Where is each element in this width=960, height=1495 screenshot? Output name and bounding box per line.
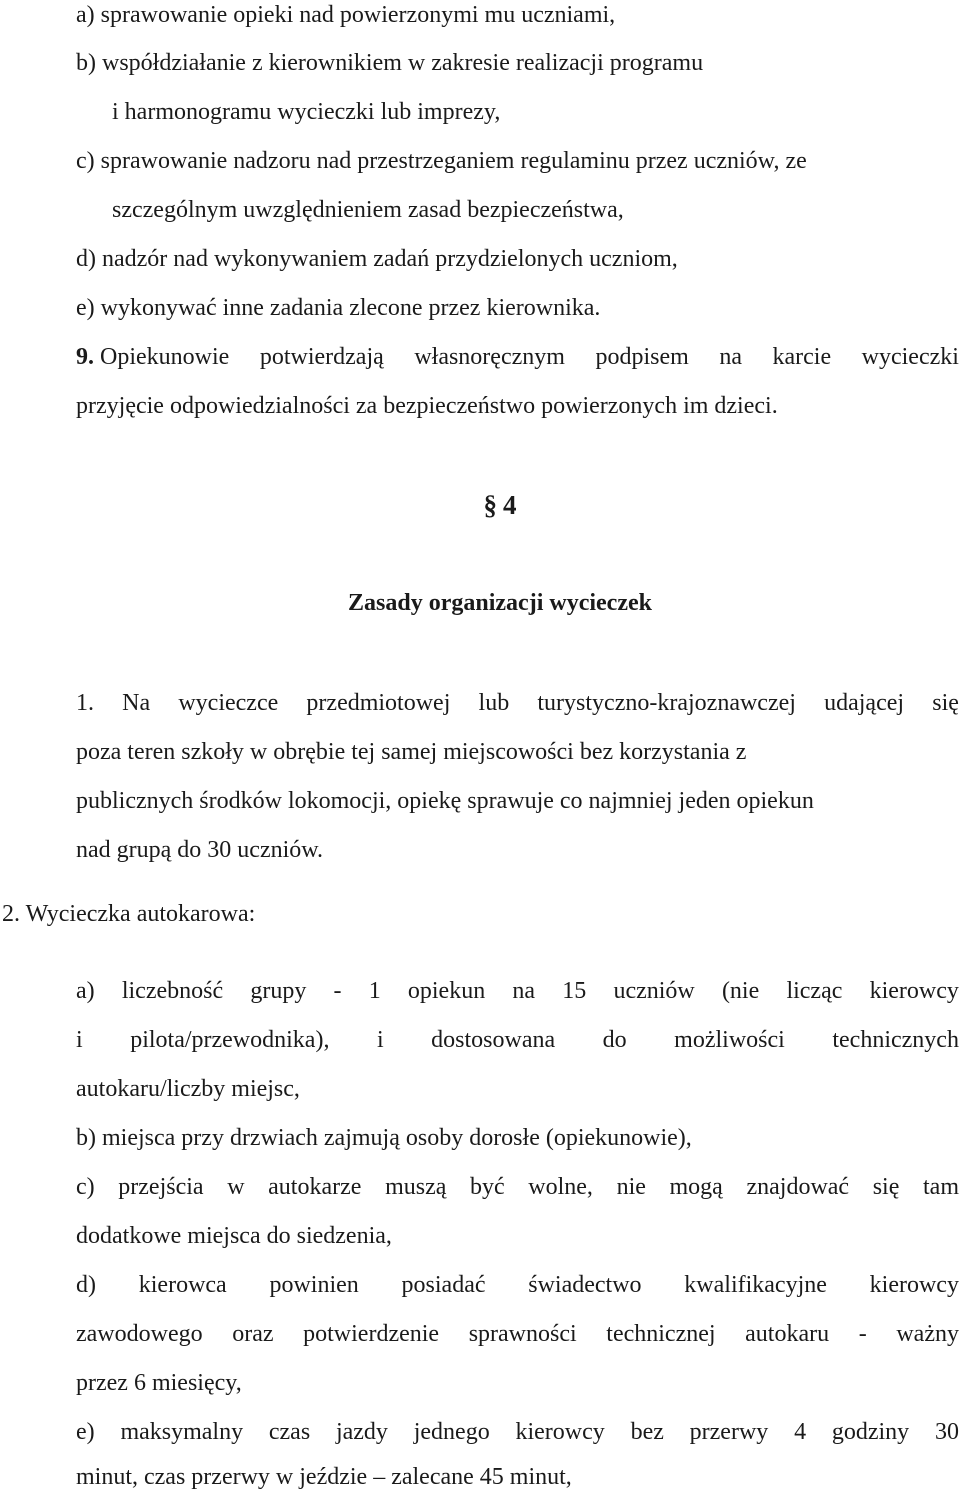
item-2a-word: grupy [250, 978, 307, 1004]
item-2d-word: świadectwo [528, 1272, 642, 1298]
item-1-word: wycieczce [178, 690, 279, 716]
item-2e-word: jednego [413, 1419, 490, 1445]
item-9-word: wycieczki [861, 344, 959, 370]
item-2c-word: przejścia [118, 1174, 204, 1200]
item-2e-word: 30 [934, 1419, 959, 1445]
item-2c-word: wolne, [528, 1174, 593, 1200]
item-2c-line2: dodatkowe miejsca do siedzenia, [76, 1223, 392, 1249]
item-2c-word: muszą [385, 1174, 447, 1200]
item-2c-line1 [76, 1172, 959, 1202]
item-2-heading: 2. Wycieczka autokarowa: [2, 901, 256, 927]
item-2d-word: - [858, 1321, 867, 1347]
item-2a-word: i [376, 1027, 384, 1053]
item-2a-word: - [333, 978, 342, 1004]
item-1-line2: poza teren szkoły w obrębie tej samej miejscowości bez korzystania z [76, 739, 747, 765]
item-2a-word: (nie [721, 978, 760, 1004]
item-2e-word: jazdy [335, 1419, 388, 1445]
item-1-line1 [76, 688, 959, 718]
item-1-line3: publicznych środków lokomocji, opiekę sprawuje co najmniej jeden opiekun [76, 788, 814, 814]
item-2a-word: 15 [562, 978, 587, 1004]
item-2e-word: czas [268, 1419, 311, 1445]
item-1-word: lub [478, 690, 510, 716]
list-item-b-line2: i harmonogramu wycieczki lub imprezy, [112, 99, 501, 125]
item-2a-word: do [602, 1027, 627, 1053]
item-2d-word: powinien [269, 1272, 359, 1298]
item-9-word: karcie [772, 344, 832, 370]
item-9-line2: przyjęcie odpowiedzialności za bezpieczeństwo powierzonych im dzieci. [76, 393, 778, 419]
list-item-d: d) nadzór nad wykonywaniem zadań przydzielonych uczniom, [76, 246, 678, 272]
item-2a-word: liczebność [121, 978, 224, 1004]
item-2e-word: 4 [794, 1419, 807, 1445]
item-2e-line1 [76, 1417, 959, 1447]
item-1-line4: nad grupą do 30 uczniów. [76, 837, 324, 863]
item-2d-word: potwierdzenie [303, 1321, 440, 1347]
item-1-word: się [932, 690, 959, 716]
item-2d-word: zawodowego [76, 1321, 203, 1347]
item-2d-line3: przez 6 miesięcy, [76, 1370, 242, 1396]
item-2d-word: kierowca [138, 1272, 227, 1298]
list-item-a: a) sprawowanie opieki nad powierzonymi mu uczniami, [76, 2, 616, 28]
item-2c-word: znajdować [746, 1174, 850, 1200]
item-2d-word: ważny [896, 1321, 959, 1347]
item-2d-word: d) [76, 1272, 96, 1298]
item-2d-word: posiadać [401, 1272, 486, 1298]
item-2d-word: autokaru [745, 1321, 830, 1347]
item-2a-word: opiekun [407, 978, 486, 1004]
item-2d-word: kwalifikacyjne [684, 1272, 827, 1298]
item-1-word: 1. [76, 690, 94, 716]
item-9-number: 9. [76, 344, 94, 370]
list-item-c-line1: c) sprawowanie nadzoru nad przestrzeganiem regulaminu przez uczniów, ze [76, 148, 807, 174]
item-2c-word: mogą [669, 1174, 723, 1200]
item-2e-word: e) [76, 1419, 95, 1445]
item-2d-word: kierowcy [869, 1272, 959, 1298]
section-number [0, 490, 960, 522]
item-2a-line1 [76, 976, 959, 1006]
item-2d-line1 [76, 1270, 959, 1300]
item-9-line1 [76, 342, 959, 372]
item-2c-word: się [872, 1174, 900, 1200]
item-2a-line2 [76, 1025, 959, 1055]
item-2d-word: sprawności [468, 1321, 577, 1347]
item-1-word: udającej [824, 690, 905, 716]
item-2e-line2: minut, czas przerwy w jeździe – zalecane 45 minut, [76, 1464, 572, 1490]
item-2a-word: dostosowana [431, 1027, 556, 1053]
item-2a-word: licząc [786, 978, 843, 1004]
list-item-b-line1: b) współdziałanie z kierownikiem w zakresie realizacji programu [76, 50, 704, 76]
item-1-word: turystyczno-krajoznawczej [537, 690, 796, 716]
item-2c-word: tam [923, 1174, 959, 1200]
item-2e-word: przerwy [689, 1419, 769, 1445]
item-2e-word: godziny [831, 1419, 910, 1445]
item-2a-word: kierowcy [869, 978, 959, 1004]
item-9-word: podpisem [595, 344, 689, 370]
item-2c-word: w [227, 1174, 245, 1200]
item-9-word: na [719, 344, 742, 370]
item-9-word: Opiekunowie [100, 344, 230, 370]
item-2c-word: autokarze [268, 1174, 362, 1200]
list-item-c-line2: szczególnym uwzględnieniem zasad bezpieczeństwa, [112, 197, 624, 223]
item-2c-word: nie [616, 1174, 646, 1200]
item-2a-word: technicznych [832, 1027, 959, 1053]
item-2a-word: na [512, 978, 536, 1004]
item-2d-word: oraz [232, 1321, 274, 1347]
item-2e-word: bez [630, 1419, 664, 1445]
list-item-e: e) wykonywać inne zadania zlecone przez kierownika. [76, 295, 601, 321]
section-symbol: § [483, 490, 497, 520]
item-2d-line2 [76, 1319, 959, 1349]
item-2c-word: c) [76, 1174, 95, 1200]
item-2b: b) miejsca przy drzwiach zajmują osoby dorosłe (opiekunowie), [76, 1125, 692, 1151]
item-2a-line3: autokaru/liczby miejsc, [76, 1076, 300, 1102]
item-2e-word: maksymalny [120, 1419, 244, 1445]
item-2e-word: kierowcy [515, 1419, 605, 1445]
item-2a-word: i [76, 1027, 83, 1053]
item-2a-word: pilota/przewodnika), [130, 1027, 330, 1053]
item-2a-word: uczniów [613, 978, 695, 1004]
item-9-word: potwierdzają [259, 344, 384, 370]
item-2a-word: a) [76, 978, 95, 1004]
item-1-word: przedmiotowej [306, 690, 451, 716]
item-2c-word: być [470, 1174, 505, 1200]
item-9-lead [76, 342, 229, 372]
section-number-value: 4 [503, 490, 517, 520]
item-2a-word: możliwości [674, 1027, 785, 1053]
item-1-word: Na [122, 690, 151, 716]
item-2a-word: 1 [368, 978, 381, 1004]
item-2d-word: technicznej [606, 1321, 716, 1347]
section-title: Zasady organizacji wycieczek [348, 590, 652, 616]
item-9-word: własnoręcznym [414, 344, 565, 370]
